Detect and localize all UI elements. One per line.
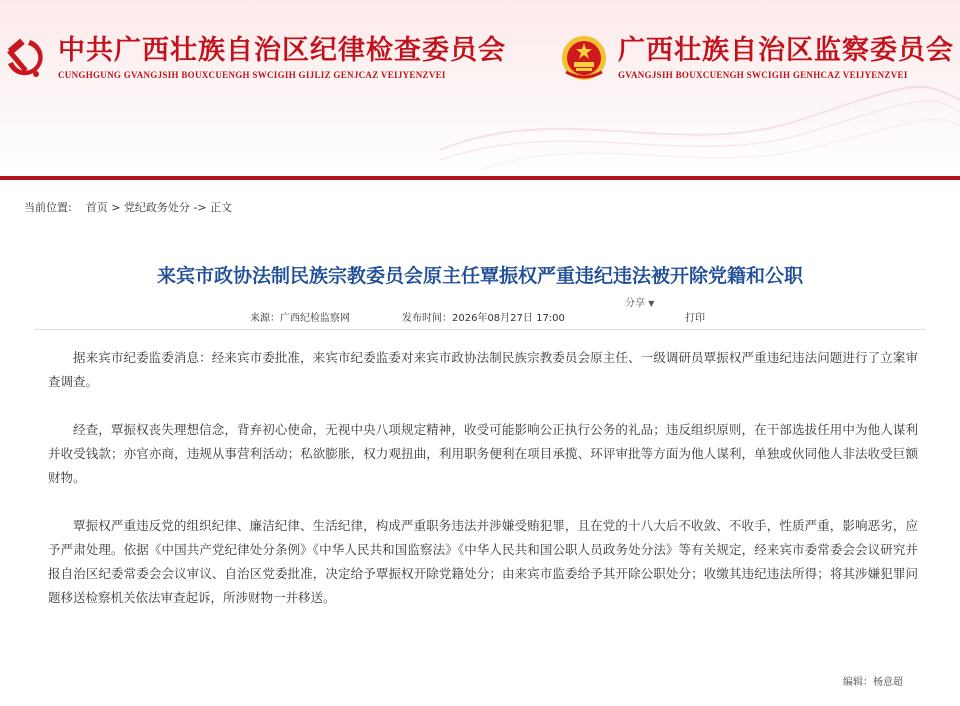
brand-commission[interactable]: [0, 34, 506, 82]
site-header: [0, 0, 960, 180]
editor-credit: 编辑：杨意超: [843, 677, 903, 688]
supervision-subtitle: GVANGJSIH BOUXCUENGH SWCIGIH GENHCAZ VEIJYENZVEI: [618, 70, 908, 80]
article-source: 来源：广西纪检监察网: [250, 313, 350, 324]
print-button[interactable]: 打印: [685, 313, 705, 324]
breadcrumb: [24, 199, 232, 215]
share-label: 分享: [625, 298, 645, 309]
article-title: 来宾市政协法制民族宗教委员会原主任覃振权严重违纪违法被开除党籍和公职: [156, 265, 803, 287]
article-body: [48, 346, 918, 634]
national-emblem-icon: [560, 34, 608, 82]
breadcrumb-current: 正文: [210, 201, 233, 214]
hammer-sickle-icon: [0, 34, 48, 82]
share-button[interactable]: [625, 294, 654, 309]
breadcrumb-label: 当前位置:: [24, 201, 72, 214]
article-paragraph: 覃振权严重违反党的组织纪律、廉洁纪律、生活纪律，构成严重职务违法并涉嫌受贿犯罪，且在党的十八大后不收敛、不收手，性质严重，影响恶劣，应予严肃处理。依据《中国共产党纪律处分条例》《中华人民共和国监察法》《中华人民共和国公职人员政务处分法》等有关规定，经来宾市委常委会会议研究并报自治区纪委常委会会议审议、自治区党委批准，决定给予覃振权开除党籍处分；由来宾市监委给予其开除公职处分；收缴其违纪违法所得；将其涉嫌犯罪问题移送检察机关依法审查起诉，所涉财物一并移送。: [48, 518, 918, 605]
brand-supervision[interactable]: [560, 34, 954, 82]
breadcrumb-category-link[interactable]: 党纪政务处分: [123, 201, 190, 214]
supervision-title: 广西壮族自治区监察委员会: [618, 35, 954, 66]
chevron-down-icon: ▼: [648, 299, 655, 308]
article-paragraph: 经查，覃振权丧失理想信念，背弃初心使命，无视中央八项规定精神，收受可能影响公正执行公务的礼品；违反组织原则，在干部选拔任用中为他人谋利并收受钱款；亦官亦商，违规从事营利活动；私欲膨胀，权力观扭曲，利用职务便利在项目承揽、环评审批等方面为他人谋利，单独或伙同他人非法收受巨额财物。: [48, 422, 918, 485]
article-paragraph: 据来宾市纪委监委消息：经来宾市委批准，来宾市纪委监委对来宾市政协法制民族宗教委员会原主任、一级调研员覃振权严重违纪违法问题进行了立案审查调查。: [48, 350, 918, 389]
commission-title: 中共广西壮族自治区纪律检查委员会: [58, 35, 506, 66]
commission-subtitle: CUNGHGUNG GVANGJSIH BOUXCUENGH SWCIGIH GIJLIZ GENJCAZ VEIJYENZVEI: [58, 70, 446, 80]
publish-time: 发布时间：2026年08月27日 17:00: [402, 313, 565, 324]
breadcrumb-separator: ->: [193, 201, 207, 214]
meta-divider: [34, 329, 926, 330]
header-divider: [0, 176, 960, 180]
breadcrumb-home-link[interactable]: 首页: [85, 201, 108, 214]
breadcrumb-separator: >: [111, 201, 121, 214]
